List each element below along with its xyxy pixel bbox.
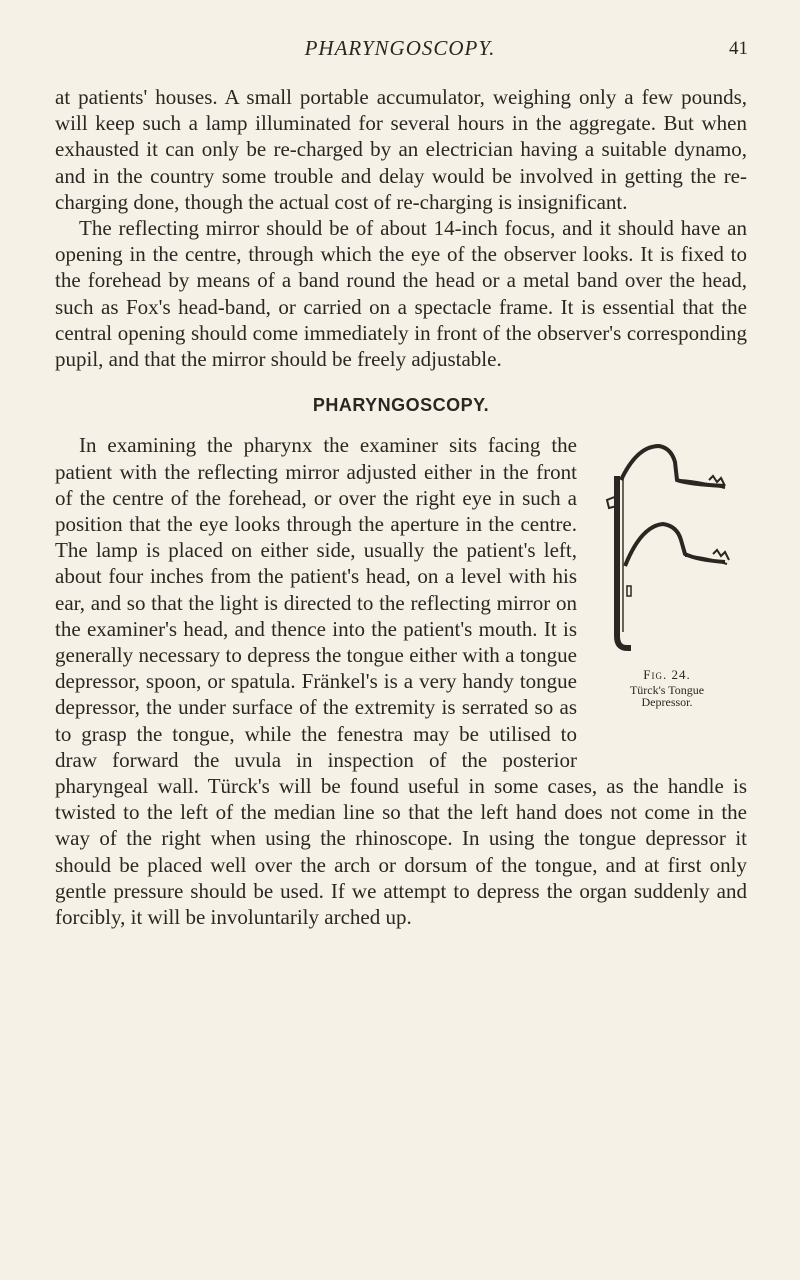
figure-label: Fig. 24. [643, 667, 691, 683]
page-body [55, 84, 747, 930]
figure-caption-line2: Depressor. [641, 695, 693, 710]
page-header [0, 36, 800, 66]
paragraph-reflecting-mirror: The reflecting mirror should be of about 14-inch focus, and it should have an opening in the centre, through which the eye of the observer looks. It is fixed to the forehead by means of a band round the head or a metal band over the head, such as Fox's head-band, or carried on a spectacle frame. It is essential that the central opening should come immediately in front of the observer's corresponding pupil, and that the mirror should be freely adjustable. [55, 216, 747, 372]
tongue-depressor-illustration [597, 436, 737, 656]
figure-tongue-depressor [587, 436, 747, 756]
section-heading: PHARYNGOSCOPY. [312, 395, 490, 416]
figure-caption [587, 684, 747, 708]
page-number: 41 [729, 38, 748, 59]
running-title: PHARYNGOSCOPY. [304, 36, 496, 60]
paragraph-accumulator: at patients' houses. A small portable accumulator, weighing only a few pounds, will keep such a lamp illuminated for several hours in the aggregate. But when exhausted it can only be re-charged by an electrician having a suitable dynamo, and in the country some trouble and delay would be involved in getting the re-charging done, though the actual cost of re-charging is insignificant. [55, 85, 747, 214]
paragraph-pharyngoscopy: In examining the pharynx the examiner sits facing the patient with the reflecting mirror adjusted either in the front of the centre of the forehead, or over the right eye in such a position that the eye looks through the aperture in the centre. The lamp is placed on either side, usually the patient's left, about four inches from the patient's head, on a level with his ear, and so that the light is directed to the reflecting mirror on the examiner's head, and thence into the patient's mouth. It is generally necessary to depress the tongue either with a tongue depressor, spoon, or spatula. Fränkel's is a very handy tongue depressor, the under surface of the extremity is serrated so as to grasp the tongue, while the fenestra may be utilised to draw forward the uvula in inspection of the posterior pharyngeal wall. Türck's will be found useful in some cases, as the handle is twisted to the left of the median line so that the left hand does not come in the way of the right when using the rhinoscope. In using the tongue depressor it should be placed well over the arch or dorsum of the tongue, and at first only gentle pressure should be used. If we attempt to depress the organ suddenly and forcibly, it will be involuntarily arched up. [55, 433, 747, 930]
figure-caption-line1: Türck's Tongue [629, 683, 705, 698]
